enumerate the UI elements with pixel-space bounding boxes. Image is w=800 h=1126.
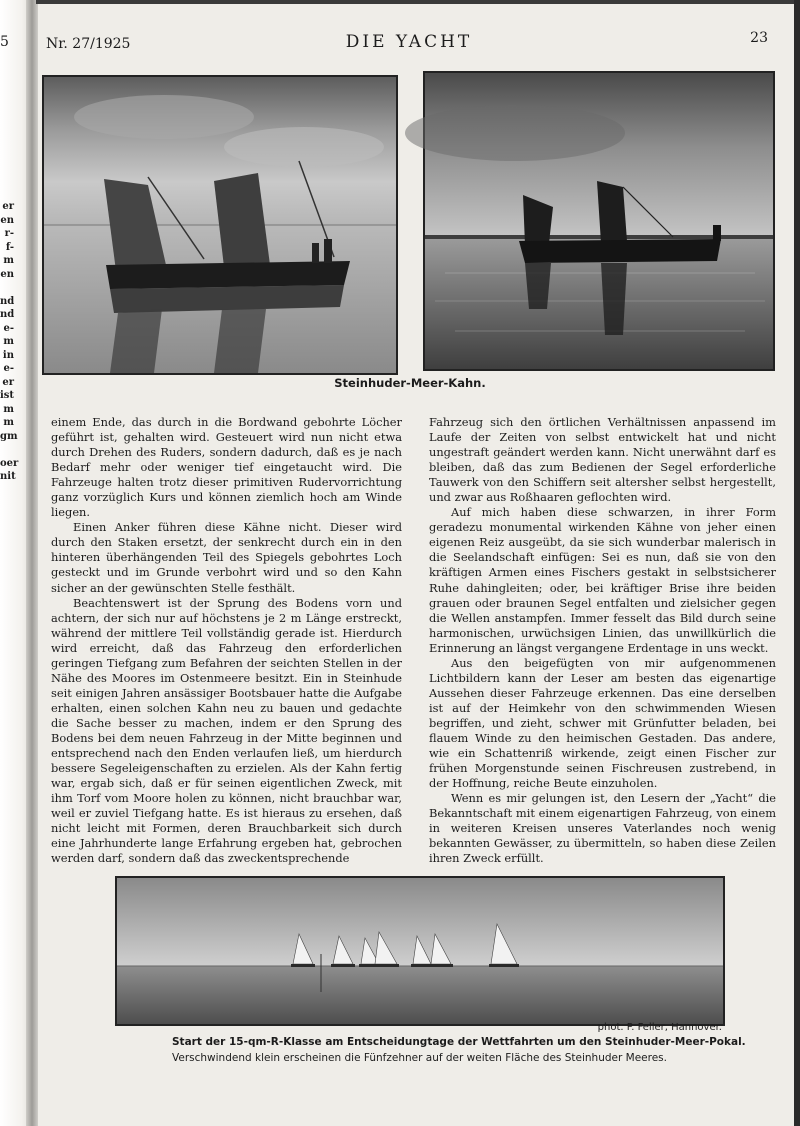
issue-number: Nr. 27/1925 <box>46 36 131 52</box>
article-paragraph: einem Ende, das durch in die Bordwand gebohrte Löcher geführt ist, gehalten wird. Gesteuert wird nun nicht etwa durch Drehen des Ruders, sondern dadurch, daß es je nach Bedarf mehr oder weniger tief eingetaucht wird. Die Fahrzeuge halten trotz dieser primitiven Rudervorrichtung ganz vorzüglich Kurs und können ziemlich hoch am Winde liegen. <box>51 415 402 520</box>
page-top-edge <box>36 0 800 4</box>
page-number: 23 <box>750 30 768 46</box>
previous-page-line: in <box>2 349 14 361</box>
previous-page-line: m <box>3 336 14 347</box>
article-paragraph: Auf mich haben diese schwarzen, in ihrer Form geradezu monumental wirkenden Kähne von jeher einen eigenen Reiz ausgeübt, da sie sich wunderbar malerisch in die Seelandschaft einfügen: Sei es nun, daß sie von den kräftigen Armen eines Fischers gestakt in selbstsicherer Ruhe dahingleiten; oder, bei kräftiger Brise ihre beiden grauen oder braunen Segel entfalten und zielsicher gegen die Wellen anstampfen. Immer fesselt das Bild durch seine harmonischen, urwüchsigen Linien, das unwillkürlich die Erinnerung an längst vergangene Erdentage in uns weckt. <box>429 505 776 655</box>
regatta-photo <box>115 876 725 1026</box>
previous-page-line: m <box>3 417 14 428</box>
page-right-edge <box>794 0 800 1126</box>
article-paragraph: Beachtenswert ist der Sprung des Bodens vorn und achtern, der sich nur auf höchstens je 2 m Länge erstreckt, während der mittlere Teil vollständig gerade ist. Hierdurch wird erreicht, daß das Fahrzeug den erforderlichen geringen Tiefgang zum Befahren der seichten Stellen in der Nähe des Moores im Ostenmeere besitzt. Ein in Steinhude seit einigen Jahren ansässiger Bootsbauer hatte die Aufgabe erhalten, einen solchen Kahn neu zu bauen und gedachte die Sache besser zu machen, indem er den Sprung des Bodens bei dem neuen Fahrzeug in der Mitte beginnen und entsprechend nach den Enden verlaufen ließ, um hierdurch bessere Segeleigenschaften zu erzielen. Als der Kahn fertig war, ergab sich, daß er für seinen eigentlichen Zweck, mit ihm Torf vom Moore holen zu können, nicht brauchbar war, weil er zuviel Tiefgang hatte. Es ist hieraus zu ersehen, daß nicht leicht mit Formen, deren Brauchbarkeit sich durch eine Jahrhunderte lange Erfahrung ergeben hat, gebrochen werden darf, sondern daß das zweckentsprechende <box>51 595 402 866</box>
article-column-right <box>429 415 776 866</box>
photo-caption: Steinhuder-Meer-Kahn. <box>334 376 486 390</box>
previous-page-line: m <box>3 403 14 415</box>
binding-fold <box>26 0 38 1126</box>
previous-page-line: e- <box>3 363 14 374</box>
previous-page-line: en <box>0 214 14 226</box>
previous-page-line: er <box>2 376 14 388</box>
regatta-photo-image <box>117 878 723 1024</box>
previous-page-line: en <box>0 268 14 280</box>
previous-page-line: er <box>2 201 14 212</box>
article-paragraph: Wenn es mir gelungen ist, den Lesern der „Yacht“ die Bekanntschaft mit einem eigenartigen Fahrzeug, von einem in weiteren Kreisen unseres Vaterlandes noch wenig bekannten Gewässer, zu übermitteln, so haben diese Zeilen ihren Zweck erfüllt. <box>429 791 776 866</box>
previous-page-line: nit <box>0 471 16 482</box>
boat-photo-right <box>423 71 775 371</box>
previous-page-line: m <box>3 255 14 266</box>
photo-credit: phot. P. Feller, Hannover. <box>597 1022 722 1033</box>
magazine-title: DIE YACHT <box>345 32 473 52</box>
regatta-caption-title: Start der 15-qm-R-Klasse am Entscheidungtage der Wettfahrten um den Steinhuder-Meer-Pokal. <box>172 1036 746 1048</box>
previous-page-line: nd <box>0 295 15 307</box>
article-paragraph: Aus den beigefügten von mir aufgenommenen Lichtbildern kann der Leser am besten das eigenartige Aussehen dieser Fahrzeuge erkennen. Das eine derselben ist auf der Heimkehr von den schwimmenden Wiesen begriffen, und zieht, schwer mit Grünfutter beladen, bei flauem Winde zu den heimischen Gestaden. Das andere, wie ein Schattenriß wirkende, zeigt einen Fischer zur frühen Morgenstunde seinen Fischreusen zustrebend, in der Hoffnung, reiche Beute einzuholen. <box>429 655 776 791</box>
previous-page-line: r- <box>4 228 14 239</box>
previous-page-line: oer <box>0 457 19 469</box>
previous-page-line: ist <box>0 390 15 401</box>
previous-page-line: gm <box>0 430 18 442</box>
previous-page-fragment <box>0 200 19 484</box>
boat-photo-left <box>42 75 398 375</box>
previous-page-number-fragment: 5 <box>0 34 9 50</box>
previous-page-line <box>0 443 14 457</box>
previous-page-line: e- <box>3 322 14 334</box>
regatta-caption-subtitle: Verschwindend klein erscheinen die Fünfzehner auf der weiten Fläche des Steinhuder Meeres. <box>172 1052 667 1064</box>
boat-photo-left-image <box>44 77 396 373</box>
article-paragraph: Fahrzeug sich den örtlichen Verhältnissen anpassend im Laufe der Zeiten von selbst entwickelt hat und nicht ungestraft geändert werden kann. Nicht unerwähnt darf es bleiben, daß das zum Bedienen der Segel erforderliche Tauwerk von den Schiffern seit altersher selbst hergestellt, und zwar aus Roßhaaren geflochten wird. <box>429 415 776 505</box>
page-header <box>46 30 772 54</box>
previous-page-line: nd <box>0 309 15 320</box>
article-column-left <box>51 415 402 866</box>
previous-page-line: f- <box>5 241 14 253</box>
boat-photo-right-image <box>425 73 773 369</box>
previous-page-line <box>0 281 14 295</box>
article-paragraph: Einen Anker führen diese Kähne nicht. Dieser wird durch den Staken ersetzt, der senkrecht durch ein in den hinteren überhängenden Teil des Spiegels gebohrtes Loch gesteckt und im Grunde verbohrt wird und so den Kahn sicher an der gewünschten Stelle festhält. <box>51 520 402 595</box>
